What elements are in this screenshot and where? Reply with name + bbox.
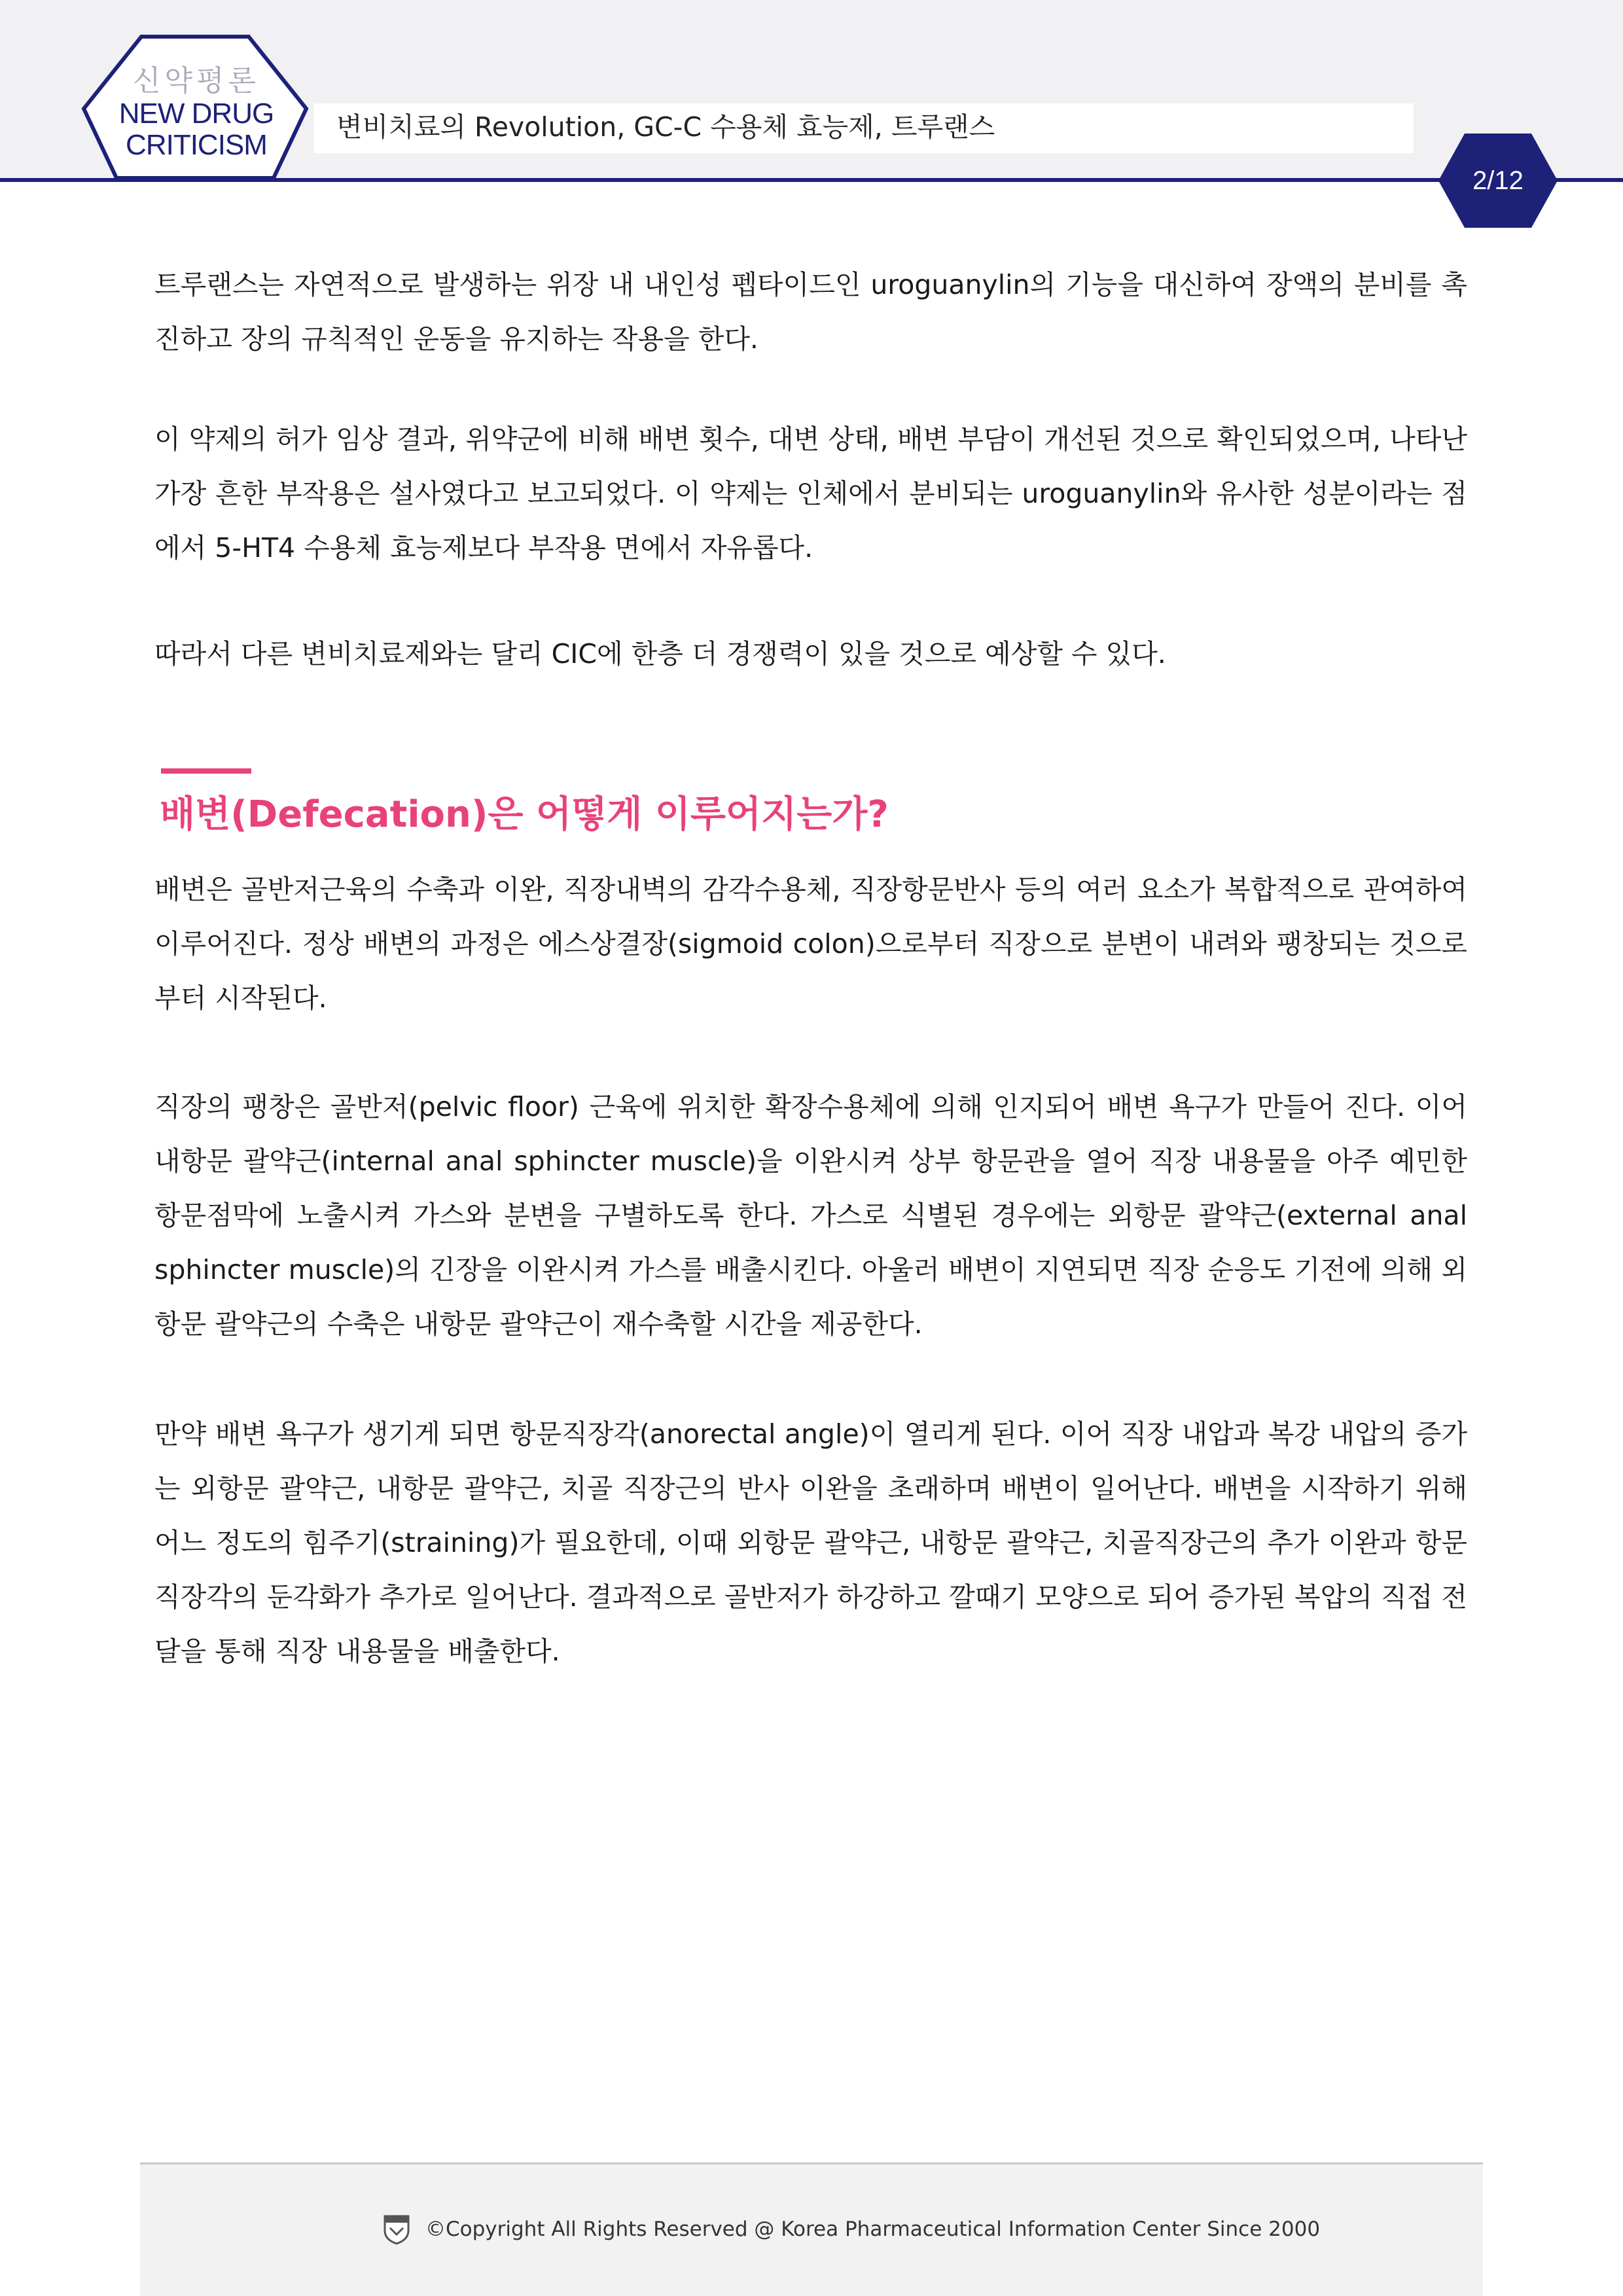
logo-english-line2: CRITICISM (126, 129, 267, 161)
shield-crest-icon (382, 2214, 411, 2245)
section-accent-rule (161, 768, 251, 774)
section-paragraph-2-block (154, 1080, 1467, 1352)
intro-paragraph-1: 트루랜스는 자연적으로 발생하는 위장 내 내인성 펩타이드인 uroguanylin의 기능을 대신하여 장액의 분비를 촉진하고 장의 규칙적인 운동을 유지하는 작용을 한다. (154, 269, 1467, 355)
intro-paragraph-2: 이 약제의 허가 임상 결과, 위약군에 비해 배변 횟수, 대변 상태, 배변 부담이 개선된 것으로 확인되었으며, 나타난 가장 흔한 부작용은 설사였다고 보고되었다. 이 약제는 인체에서 분비되는 uroguanylin와 유사한 성분이라는 점에서 5-HT4 수용체 효능제보다 부작용 면에서 자유롭다. (154, 423, 1467, 564)
document-title: 변비치료의 Revolution, GC-C 수용체 효능제, 트루랜스 (336, 111, 995, 143)
section-paragraph-3-block (154, 1407, 1467, 1679)
copyright-text: ©Copyright All Rights Reserved @ Korea Pharmaceutical Information Center Since 2000 (425, 2217, 1321, 2241)
section-paragraph-3: 만약 배변 욕구가 생기게 되면 항문직장각(anorectal angle)이 열리게 된다. 이어 직장 내압과 복강 내압의 증가는 외항문 괄약근, 내항문 괄약근, 치골 직장근의 반사 이완을 초래하며 배변이 일어난다. 배변을 시작하기 위해 어느 정도의 힘주기(straining)가 필요한데, 이때 외항문 괄약근, 내항문 괄약근, 치골직장근의 추가 이완과 항문직장각의 둔각화가 추가로 일어난다. 결과적으로 골반저가 하강하고 깔때기 모양으로 되어 증가된 복압의 직접 전달을 통해 직장 내용물을 배출한다. (154, 1418, 1467, 1667)
section-heading: 배변(Defecation)은 어떻게 이루어지는가? (160, 793, 889, 836)
section-paragraph-2: 직장의 팽창은 골반저(pelvic floor) 근육에 위치한 확장수용체에 의해 인지되어 배변 욕구가 만들어 진다. 이어 내항문 괄약근(internal anal sphincter muscle)을 이완시켜 상부 항문관을 열어 직장 내용물을 아주 예민한 항문점막에 노출시켜 가스와 분변을 구별하도록 한다. 가스로 식별된 경우에는 외항문 괄약근(external anal sphincter muscle)의 긴장을 이완시켜 가스를 배출시킨다. 아울러 배변이 지연되면 직장 순응도 기전에 의해 외항문 괄약근의 수축은 내항문 괄약근이 재수축할 시간을 제공한다. (154, 1091, 1467, 1340)
page-number: 2/12 (1472, 166, 1524, 195)
intro-paragraph-3: 따라서 다른 변비치료제와는 달리 CIC에 한층 더 경쟁력이 있을 것으로 예상할 수 있다. (154, 638, 1166, 670)
intro-paragraph-3-block (154, 627, 1467, 681)
section-paragraph-1: 배변은 골반저근육의 수축과 이완, 직장내벽의 감각수용체, 직장항문반사 등의 여러 요소가 복합적으로 관여하여 이루어진다. 정상 배변의 과정은 에스상결장(sigmoid colon)으로부터 직장으로 분변이 내려와 팽창되는 것으로부터 시작된다. (154, 874, 1467, 1014)
section-paragraph-1-block (154, 863, 1467, 1026)
logo (98, 64, 294, 161)
logo-english-line1: NEW DRUG (118, 98, 274, 130)
intro-paragraph-2-block (154, 412, 1467, 575)
logo-korean-text: 신약평론 (132, 65, 260, 97)
intro-paragraph-1-block (154, 258, 1467, 367)
